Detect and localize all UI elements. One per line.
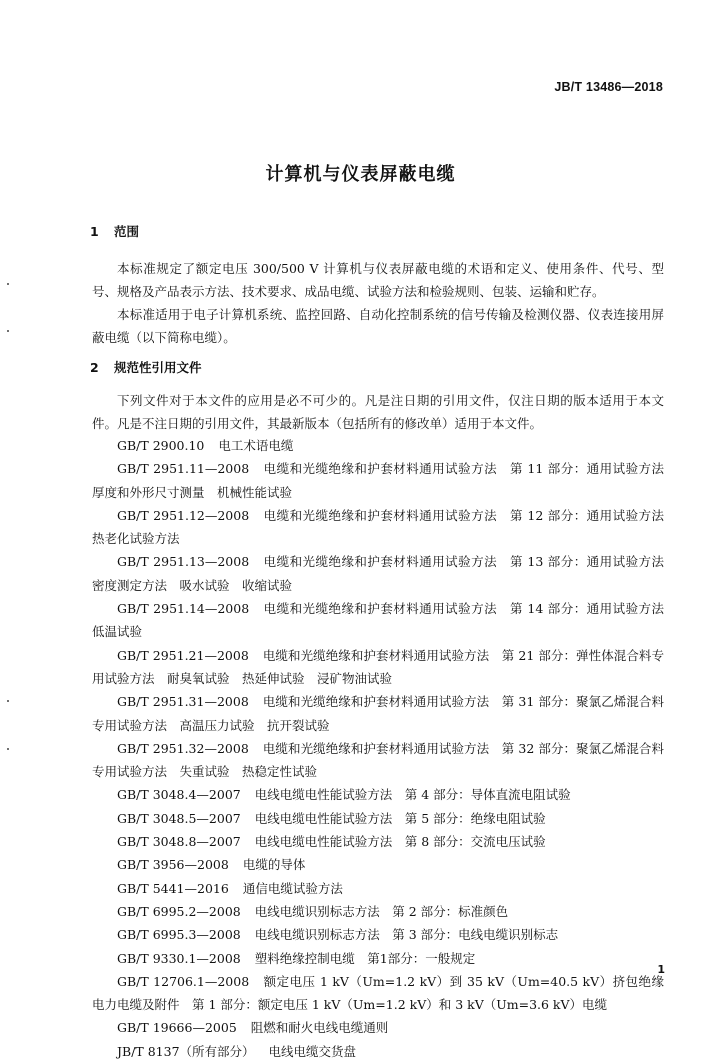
reference-item: [92, 853, 664, 876]
reference-item: [92, 900, 664, 923]
reference-title: 电缆和光缆绝缘和护套材料通用试验方法 第 31 部分：聚氯乙烯混合料专用试验方法 高温压力试验 抗开裂试验: [92, 694, 664, 733]
reference-title: 电缆和光缆绝缘和护套材料通用试验方法 第 12 部分：通用试验方法 热老化试验方法: [92, 507, 677, 547]
reference-code: GB/T 19666—2005: [117, 1020, 237, 1036]
section-number: 1: [90, 224, 99, 239]
reference-item: [92, 690, 664, 737]
reference-item: [92, 550, 677, 597]
reference-code: GB/T 3048.8—2007: [117, 834, 241, 850]
reference-code: GB/T 2951.12—2008: [117, 507, 250, 523]
reference-item: [92, 597, 677, 644]
reference-code: GB/T 2951.14—2008: [117, 601, 250, 617]
reference-item: [92, 947, 664, 970]
reference-code: GB/T 6995.2—2008: [117, 903, 241, 919]
section-title: 规范性引用文件: [114, 360, 202, 375]
scope-paragraph-1: 本标准规定了额定电压 300/500 V 计算机与仪表屏蔽电缆的术语和定义、使用条件、代号、型号、规格及产品表示方法、技术要求、成品电缆、试验方法和检验规则、包装、运输和贮存。: [92, 261, 664, 300]
reference-code: GB/T 2900.10: [117, 438, 205, 453]
reference-code: GB/T 9330.1—2008: [117, 950, 241, 966]
reference-list: [92, 434, 677, 1063]
standard-code: JB/T 13486—2018: [554, 80, 663, 94]
scan-speck: [7, 700, 9, 702]
reference-item: [92, 1016, 664, 1039]
reference-code: GB/T 3048.4—2007: [117, 787, 241, 803]
reference-title: 电线电缆识别标志方法 第 2 部分：标准颜色: [254, 903, 509, 919]
reference-code: GB/T 12706.1—2008: [117, 973, 250, 989]
reference-title: 电线电缆交货盘: [268, 1043, 357, 1059]
reference-code: GB/T 3956—2008: [117, 857, 229, 873]
reference-title: 电线电缆电性能试验方法 第 4 部分：导体直流电阻试验: [254, 787, 571, 803]
reference-title: 电缆和光缆绝缘和护套材料通用试验方法 第 13 部分：通用试验方法 密度测定方法 吸水试验 收缩试验: [92, 554, 677, 593]
reference-code: GB/T 2951.31—2008: [117, 694, 249, 710]
reference-title: 通信电缆试验方法: [242, 880, 343, 896]
reference-item: [92, 807, 664, 830]
reference-item: [92, 644, 664, 691]
reference-item: [92, 1040, 664, 1063]
reference-item: [92, 783, 664, 806]
reference-code: GB/T 2951.32—2008: [117, 740, 249, 756]
reference-item: [92, 434, 664, 457]
reference-code: GB/T 5441—2016: [117, 880, 229, 896]
reference-title: 电缆和光缆绝缘和护套材料通用试验方法 第 14 部分：通用试验方法 低温试验: [92, 601, 677, 640]
scan-speck: [7, 748, 9, 750]
section-title: 范围: [114, 224, 140, 239]
document-title: 计算机与仪表屏蔽电缆: [265, 164, 456, 185]
reference-title: 电缆的导体: [242, 857, 306, 873]
reference-title: 电缆和光缆绝缘和护套材料通用试验方法 第 21 部分：弹性体混合料专用试验方法 耐臭氧试验 热延伸试验 浸矿物油试验: [92, 647, 664, 686]
page-number: 1: [657, 963, 665, 976]
reference-item: [92, 970, 664, 1017]
reference-item: [92, 504, 677, 551]
reference-title: 电线电缆识别标志方法 第 3 部分：电线电缆识别标志: [254, 927, 559, 943]
reference-item: [92, 457, 677, 504]
reference-title: 电线电缆电性能试验方法 第 5 部分：绝缘电阻试验: [254, 810, 546, 826]
reference-title: 电工术语电缆: [218, 438, 294, 453]
reference-item: [92, 923, 664, 946]
reference-title: 电缆和光缆绝缘和护套材料通用试验方法 第 11 部分：通用试验方法 厚度和外形尺寸测量 机械性能试验: [92, 461, 677, 500]
reference-code: GB/T 2951.13—2008: [117, 554, 250, 570]
reference-title: 额定电压 1 kV（Um=1.2 kV）到 35 kV（Um=40.5 kV）挤包绝缘电力电缆及附件 第 1 部分：额定电压 1 kV（Um=1.2 kV）和 3 kV（Um=3.6 kV）电缆: [92, 973, 664, 1013]
scan-speck: [7, 283, 9, 285]
reference-title: 电缆和光缆绝缘和护套材料通用试验方法 第 32 部分：聚氯乙烯混合料专用试验方法 失重试验 热稳定性试验: [92, 740, 664, 780]
scope-paragraph-2: 本标准适用于电子计算机系统、监控回路、自动化控制系统的信号传输及检测仪器、仪表连接用屏蔽电缆（以下简称电缆）。: [92, 307, 664, 346]
references-intro: 下列文件对于本文件的应用是必不可少的。凡是注日期的引用文件，仅注日期的版本适用于本文件。凡是不注日期的引用文件，其最新版本（包括所有的修改单）适用于本文件。: [92, 393, 664, 432]
scan-speck: [7, 330, 9, 332]
section-2-heading: [90, 358, 202, 376]
reference-item: [92, 830, 664, 853]
section-1-heading: [90, 222, 139, 240]
reference-item: [92, 877, 664, 900]
reference-code: GB/T 3048.5—2007: [117, 810, 241, 826]
reference-code: JB/T 8137（所有部分）: [117, 1043, 255, 1059]
reference-title: 塑料绝缘控制电缆 第1部分：一般规定: [254, 950, 476, 966]
reference-code: GB/T 2951.21—2008: [117, 647, 249, 663]
reference-title: 电线电缆电性能试验方法 第 8 部分：交流电压试验: [254, 834, 546, 850]
reference-code: GB/T 6995.3—2008: [117, 927, 241, 943]
section-number: 2: [90, 360, 99, 375]
reference-item: [92, 737, 664, 784]
reference-title: 阻燃和耐火电线电缆通则: [250, 1020, 389, 1036]
reference-code: GB/T 2951.11—2008: [117, 461, 250, 477]
